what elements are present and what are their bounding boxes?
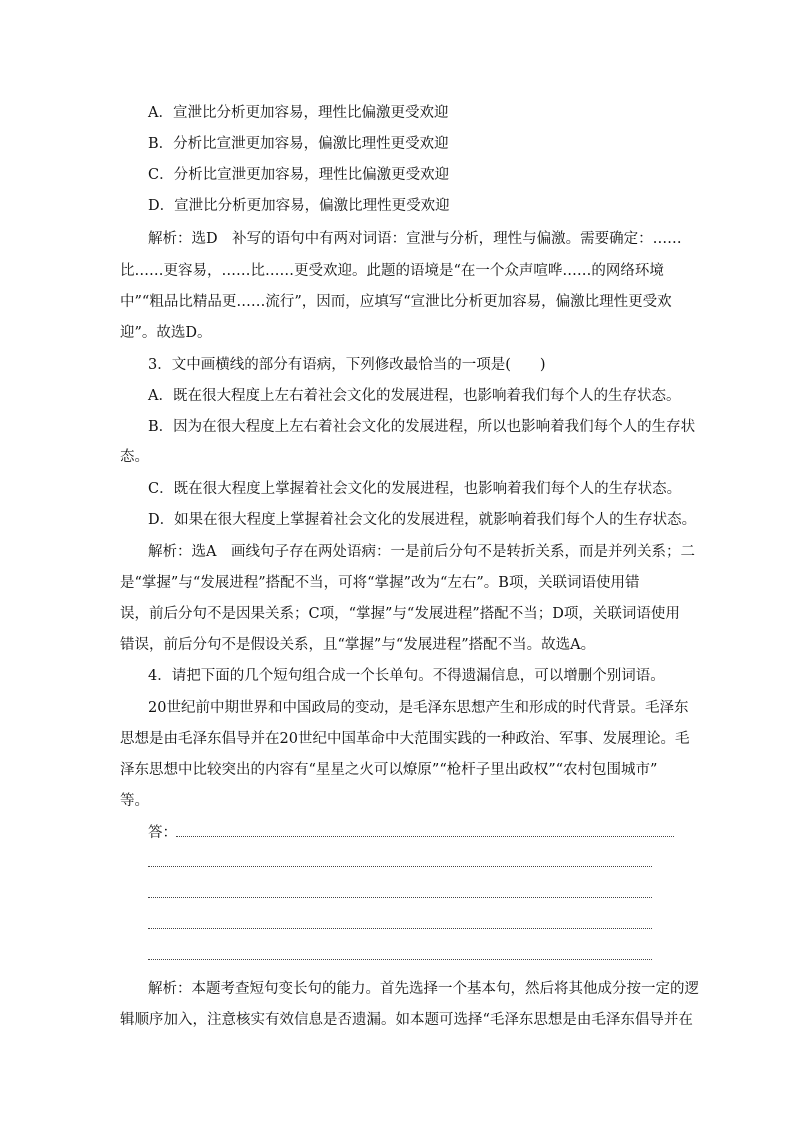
q2-option-c: C．分析比宣泄更加容易，理性比偏激更受欢迎 [148,167,450,183]
q2-analysis-line: 中”“粗品比精品更……流行”，因而，应填写“宣泄比分析更加容易，偏激比理性更受欢 [120,294,672,310]
q2-analysis-line: 解析：选D 补写的语句中有两对词语：宣泄与分析，理性与偏激。需要确定：…… [148,231,682,247]
q3-analysis-line: 解析：选A 画线句子存在两处语病：一是前后分句不是转折关系，而是并列关系；二 [148,544,695,560]
q4-analysis-line: 辑顺序加入，注意核实有效信息是否遗漏。如本题可选择“毛泽东思想是由毛泽东倡导并在 [120,1012,693,1028]
answer-label: 答： [148,825,177,841]
q4-material-line: 等。 [120,793,149,809]
q2-option-d: D．宣泄比分析更加容易，偏激比理性更受欢迎 [148,198,450,214]
q3-option-a: A．既在很大程度上左右着社会文化的发展进程，也影响着我们每个人的生存状态。 [148,388,681,404]
q3-option-b: B．因为在很大程度上左右着社会文化的发展进程，所以也影响着我们每个人的生存状 [148,419,696,435]
q3-analysis-line: 错误，前后分句不是假设关系，且“掌握”与“发展进程”搭配不当。故选A。 [120,637,596,653]
q2-analysis-line: 迎”。故选D。 [120,325,212,341]
q3-analysis-line: 是“掌握”与“发展进程”搭配不当，可将“掌握”改为“左右”。B项，关联词语使用错 [120,575,640,591]
answer-line[interactable] [148,897,652,898]
answer-line[interactable] [176,836,674,837]
q4-stem: 4．请把下面的几个短句组合成一个长单句。不得遗漏信息，可以增删个别词语。 [148,668,665,684]
q2-analysis-line: 比……更容易，……比……更受欢迎。此题的语境是“在一个众声喧哗……的网络环境 [120,263,664,279]
q2-option-b: B．分析比宣泄更加容易，偏激比理性更受欢迎 [148,136,449,152]
q4-material-line: 思想是由毛泽东倡导并在20世纪中国革命中大范围实践的一种政治、军事、发展理论。毛 [120,731,690,747]
q3-analysis-line: 误，前后分句不是因果关系；C项，“掌握”与“发展进程”搭配不当；D项，关联词语使用 [120,606,680,622]
q2-option-a: A．宣泄比分析更加容易，理性比偏激更受欢迎 [148,105,449,121]
q3-stem: 3．文中画横线的部分有语病，下列修改最恰当的一项是( ) [148,357,546,373]
q3-option-b-continued: 态。 [120,449,149,465]
q4-analysis-line: 解析：本题考查短句变长句的能力。首先选择一个基本句，然后将其他成分按一定的逻 [148,981,699,997]
answer-line[interactable] [148,866,652,867]
q3-option-c: C．既在很大程度上掌握着社会文化的发展进程，也影响着我们每个人的生存状态。 [148,481,682,497]
answer-line[interactable] [148,928,652,929]
q3-option-d: D．如果在很大程度上掌握着社会文化的发展进程，就影响着我们每个人的生存状态。 [148,512,697,528]
q4-material-line: 泽东思想中比较突出的内容有“星星之火可以燎原”“枪杆子里出政权”“农村包围城市” [120,762,658,778]
q4-material-line: 20世纪前中期世界和中国政局的变动，是毛泽东思想产生和形成的时代背景。毛泽东 [148,700,689,716]
answer-line[interactable] [148,959,652,960]
